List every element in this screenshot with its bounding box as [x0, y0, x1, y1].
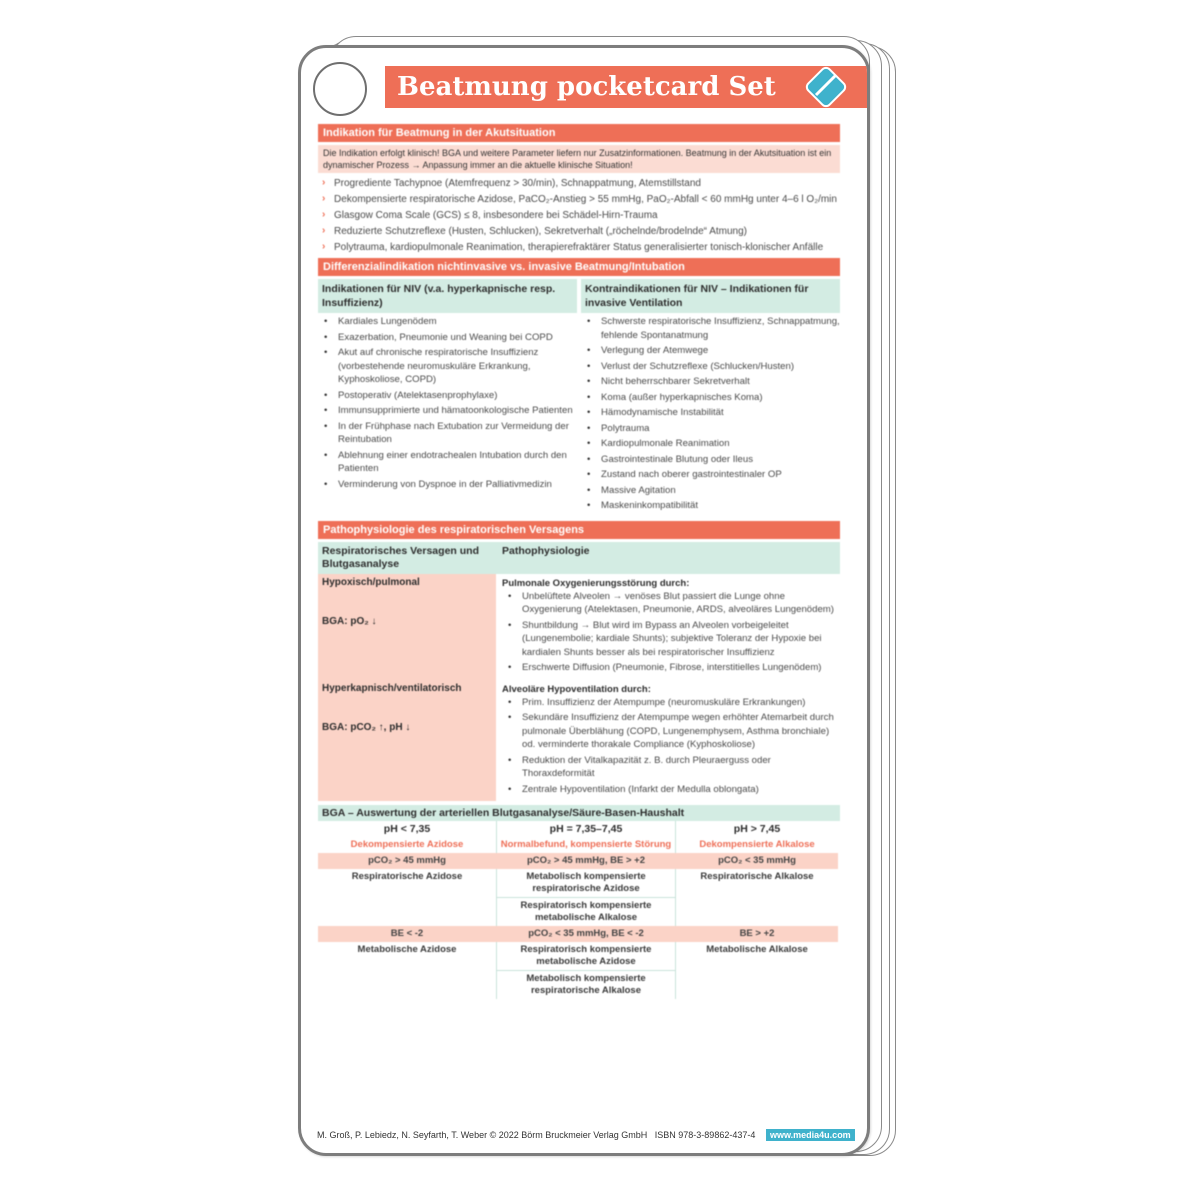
be-normal: pCO₂ < 35 mmHg, BE < -2 [496, 926, 676, 942]
niv-indications-list [318, 315, 577, 491]
list-item: • Akut auf chronische respiratorische Insuffizienz (vorbestehende neuromuskuläre Erkrankung, Kyphoskoliose, COPD) [322, 346, 577, 387]
list-item: • Nicht beherrschbarer Sekretverhalt [585, 375, 840, 389]
pathophysiology-table [318, 542, 840, 802]
failure-type-cell [318, 574, 496, 680]
list-item: › Dekompensierte respiratorische Azidose, PaCO₂-Anstieg > 55 mmHg, PaO₂-Abfall < 60 mmHg unter 4–6 l O₂/min [322, 193, 840, 206]
status-low: Dekompensierte Azidose [350, 839, 464, 850]
list-item: • Zustand nach oberer gastrointestinaler OP [585, 468, 840, 482]
mechanism-list [502, 696, 836, 797]
status-high: Dekompensierte Alkalose [699, 839, 815, 850]
niv-indications-column [318, 279, 577, 515]
list-item: • Sekundäre Insuffizienz der Atempumpe wegen erhöhter Atemarbeit durch pulmonale Überblähung (COPD, Lungenemphysem, Asthma bronchiale) od. verminderte thorakale Compliance (Kyphoskoliose) [506, 711, 836, 752]
list-item: • Hämodynamische Instabilität [585, 406, 840, 420]
pco2-normal: pCO₂ > 45 mmHg, BE > +2 [496, 853, 676, 869]
ph-normal: pH = 7,35–7,45 [496, 821, 676, 837]
list-item: › Glasgow Coma Scale (GCS) ≤ 8, insbesondere bei Schädel-Hirn-Trauma [322, 209, 840, 222]
list-item: • Verlegung der Atemwege [585, 344, 840, 358]
empty-cell [676, 897, 838, 926]
list-item: • Exazerbation, Pneumonie und Weaning bei COPD [322, 331, 577, 345]
status-normal: Normalbefund, kompensierte Störung [496, 837, 676, 853]
list-item: • Massive Agitation [585, 484, 840, 498]
column-heading: Kontraindikationen für NIV – Indikationen für invasive Ventilation [581, 279, 840, 313]
card-title: Beatmung pocketcard Set [385, 66, 869, 108]
failure-type: Hypoxisch/pulmonal [322, 576, 420, 588]
mechanism-title: Alveoläre Hypoventilation durch: [502, 683, 651, 695]
list-item: • Polytrauma [585, 422, 840, 436]
list-item: • Postoperativ (Atelektasenprophylaxe) [322, 389, 577, 403]
section-heading-indication: Indikation für Beatmung in der Akutsituation [318, 124, 840, 142]
ph-high: pH > 7,45 [676, 821, 838, 837]
empty-cell [676, 970, 838, 999]
met-low: Metabolische Azidose [357, 944, 457, 955]
isbn: ISBN 978-3-89862-437-4 [654, 1130, 756, 1140]
resp-high: Respiratorische Alkalose [700, 871, 814, 882]
credits: M. Groß, P. Lebiedz, N. Seyfarth, T. Weber © 2022 Börm Bruckmeier Verlag GmbH [317, 1130, 648, 1140]
card-footer [317, 1130, 857, 1144]
failure-type-cell [318, 680, 496, 802]
section-heading-pathophysiology: Pathophysiologie des respiratorischen Versagens [318, 521, 840, 539]
ring-hole [313, 62, 367, 116]
bga-table [318, 821, 840, 999]
ph-low: pH < 7,35 [318, 821, 496, 837]
teal-diamond-icon [801, 62, 851, 112]
mechanism-title: Pulmonale Oxygenierungsstörung durch: [502, 577, 690, 589]
list-item: • Zentrale Hypoventilation (Infarkt der Medulla oblongata) [506, 783, 836, 797]
card-content [318, 124, 840, 999]
list-item: • Gastrointestinale Blutung oder Ileus [585, 453, 840, 467]
resp-normal-2: Respiratorisch kompensierte metabolische Alkalose [496, 897, 676, 926]
section-heading-bga: BGA – Auswertung der arteriellen Blutgasanalyse/Säure-Basen-Haushalt [318, 805, 840, 821]
list-item: • Verminderung von Dyspnoe in der Palliativmedizin [322, 478, 577, 492]
be-high: BE > +2 [676, 926, 838, 942]
failure-type: Hyperkapnisch/ventilatorisch [322, 682, 462, 694]
mechanism-list [502, 590, 836, 675]
pco2-high: pCO₂ < 35 mmHg [676, 853, 838, 869]
list-item: • Unbelüftete Alveolen → venöses Blut passiert die Lunge ohne Oxygenierung (Atelektasen, Pneumonie, ARDS, alveoläres Lungenödem) [506, 590, 836, 617]
list-item: › Progrediente Tachypnoe (Atemfrequenz > 30/min), Schnappatmung, Atemstillstand [322, 177, 840, 190]
be-low: BE < -2 [318, 926, 496, 942]
list-item: • Reduktion der Vitalkapazität z. B. durch Pleuraerguss oder Thoraxdeformität [506, 754, 836, 781]
list-item: › Reduzierte Schutzreflexe (Husten, Schlucken), Sekretverhalt („röchelnde/brodelnde“ Atmung) [322, 225, 840, 238]
list-item: • Erschwerte Diffusion (Pneumonie, Fibrose, interstitielles Lungenödem) [506, 661, 836, 675]
publisher-brand: www.media4u.com [766, 1129, 855, 1141]
list-item: • Kardiopulmonale Reanimation [585, 437, 840, 451]
list-item: • Maskeninkompatibilität [585, 499, 840, 513]
list-item: • Prim. Insuffizienz der Atempumpe (neuromuskuläre Erkrankungen) [506, 696, 836, 710]
pco2-low: pCO₂ > 45 mmHg [318, 853, 496, 869]
met-normal-2: Metabolisch kompensierte respiratorische Alkalose [496, 970, 676, 999]
bga-value: BGA: pCO₂ ↑, pH ↓ [322, 721, 411, 733]
column-heading: Indikationen für NIV (v.a. hyperkapnische resp. Insuffizienz) [318, 279, 577, 313]
column-heading: Respiratorisches Versagen und Blutgasanalyse [318, 542, 496, 574]
resp-low: Respiratorische Azidose [351, 871, 463, 882]
section-intro: Die Indikation erfolgt klinisch! BGA und weitere Parameter liefern nur Zusatzinformationen. Beatmung in der Akutsituation ist ein dynamischer Prozess → Anpassung immer an die aktuelle klinische Situation! [318, 145, 840, 173]
table-header-row [318, 542, 840, 574]
niv-contraindications-list [581, 315, 840, 513]
list-item: › Polytrauma, kardiopulmonale Reanimation, therapierefraktärer Status generalisierter tonisch-klonischer Anfälle [322, 241, 840, 254]
list-item: • Shuntbildung → Blut wird im Bypass an Alveolen vorbeigeleitet (Lungenembolie; kardiale Shunts); subjektive Toleranz der Hypoxie bei kardialen Shunts besser als bei respiratorischer Insuffizienz [506, 619, 836, 660]
list-item: • Kardiales Lungenödem [322, 315, 577, 329]
niv-columns [318, 279, 840, 515]
column-heading: Pathophysiologie [496, 542, 840, 574]
table-row [318, 680, 840, 802]
met-normal-1: Respiratorisch kompensierte metabolische Azidose [496, 942, 676, 970]
resp-normal-1: Metabolisch kompensierte respiratorische Azidose [496, 869, 676, 897]
list-item: • Immunsupprimierte und hämatoonkologische Patienten [322, 404, 577, 418]
list-item: • Koma (außer hyperkapnisches Koma) [585, 391, 840, 405]
list-item: • Verlust der Schutzreflexe (Schlucken/Husten) [585, 360, 840, 374]
list-item: • Ablehnung einer endotrachealen Intubation durch den Patienten [322, 449, 577, 476]
pathophysiology-cell [496, 574, 840, 680]
table-row [318, 574, 840, 680]
pathophysiology-cell [496, 680, 840, 802]
indication-list [318, 177, 840, 254]
section-heading-differential: Differenzialindikation nichtinvasive vs. invasive Beatmung/Intubation [318, 258, 840, 276]
empty-cell [318, 970, 496, 999]
list-item: • Schwerste respiratorische Insuffizienz, Schnappatmung, fehlende Spontanatmung [585, 315, 840, 342]
met-high: Metabolische Alkalose [706, 944, 808, 955]
pocketcard-front [298, 45, 870, 1156]
niv-contraindications-column [581, 279, 840, 515]
empty-cell [318, 897, 496, 926]
bga-value: BGA: pO₂ ↓ [322, 615, 377, 627]
list-item: • In der Frühphase nach Extubation zur Vermeidung der Reintubation [322, 420, 577, 447]
